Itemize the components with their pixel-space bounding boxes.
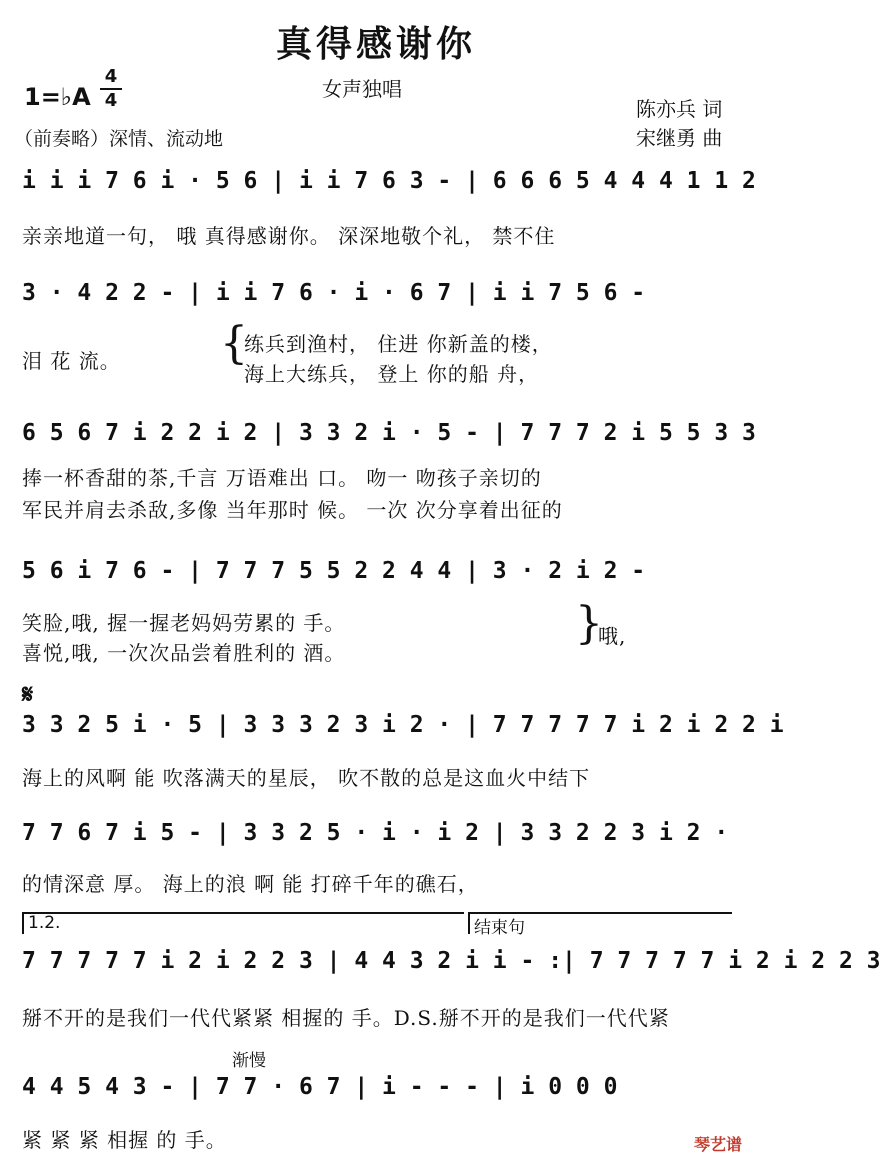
system-4-notes: 5 6 i 7 6 - | 7 7 7 5 5 2 2 4 4 | 3 · 2 i 2 - (22, 558, 646, 584)
time-signature-top: 4 (104, 66, 118, 87)
system-4-lyrics-1: 笑脸,哦, 握一握老妈妈劳累的 手。 (22, 611, 346, 635)
system-7-notes: 7 7 7 7 7 i 2 i 2 2 3 | 4 4 3 2 i i - :| 7 7 7 7 7 i 2 i 2 2 3 (22, 948, 881, 974)
system-2-lyrics-1: 泪 花 流。 (22, 349, 121, 373)
system-8-lyrics: 紧 紧 紧 相握 的 手。 (22, 1128, 227, 1152)
performance-type: 女声独唱 (322, 77, 402, 101)
verse-brace: { (220, 318, 248, 369)
composer-credit: 宋继勇 曲 (636, 126, 723, 150)
system-5-lyrics: 海上的风啊 能 吹落满天的星辰， 吹不散的总是这血火中结下 (22, 766, 591, 790)
system-2-lyrics-2: 练兵到渔村， 住进 你新盖的楼， (244, 332, 553, 356)
system-2-lyrics-3: 海上大练兵， 登上 你的船 舟， (244, 362, 540, 386)
ending-label: 结束句 (474, 918, 525, 938)
verse-close-brace: } (575, 598, 603, 649)
system-4-trailing-lyric: 哦, (598, 624, 627, 648)
system-6-lyrics: 的情深意 厚。 海上的浪 啊 能 打碎千年的礁石， (22, 872, 479, 896)
watermark-logo: 琴艺谱 (693, 1135, 742, 1154)
system-1-notes: i i i 7 6 i · 5 6 | i i 7 6 3 - | 6 6 6 5 4 4 4 1 1 2 (22, 168, 756, 194)
lyricist-credit: 陈亦兵 词 (636, 97, 723, 121)
time-signature (100, 67, 122, 111)
tempo-marking: 渐慢 (232, 1051, 266, 1071)
system-6-notes: 7 7 6 7 i 5 - | 3 3 2 5 · i · i 2 | 3 3 2 2 3 i 2 · (22, 820, 729, 846)
system-1-lyrics: 亲亲地道一句， 哦 真得感谢你。 深深地敬个礼， 禁不住 (22, 224, 556, 248)
system-3-lyrics-1: 捧一杯香甜的茶,千言 万语难出 口。 吻一 吻孩子亲切的 (22, 466, 542, 490)
key-signature: 1=♭A (24, 83, 91, 111)
system-7-lyrics: 掰不开的是我们一代代紧紧 相握的 手。D.S.掰不开的是我们一代代紧 (22, 1006, 670, 1030)
system-4-lyrics-2: 喜悦,哦, 一次次品尝着胜利的 酒。 (22, 641, 346, 665)
song-title: 真得感谢你 (275, 23, 476, 65)
intro-marking: （前奏略）深情、流动地 (14, 128, 224, 150)
system-5-notes: 3 3 2 5 i · 5 | 3 3 3 2 3 i 2 · | 7 7 7 7 7 i 2 i 2 2 i (22, 712, 784, 738)
segno-sign: 𝄋 (22, 680, 34, 710)
system-3-notes: 6 5 6 7 i 2 2 i 2 | 3 3 2 i · 5 - | 7 7 7 2 i 5 5 3 3 (22, 420, 756, 446)
system-3-lyrics-2: 军民并肩去杀敌,多像 当年那时 候。 一次 次分享着出征的 (22, 498, 563, 522)
time-signature-bottom: 4 (104, 90, 118, 111)
system-2-notes: 3 · 4 2 2 - | i i 7 6 · i · 6 7 | i i 7 5 6 - (22, 280, 646, 306)
volta-label: 1.2. (28, 913, 61, 933)
volta-bracket-1 (22, 912, 464, 934)
system-8-notes: 4 4 5 4 3 - | 7 7 · 6 7 | i - - - | i 0 0 0 (22, 1074, 618, 1100)
